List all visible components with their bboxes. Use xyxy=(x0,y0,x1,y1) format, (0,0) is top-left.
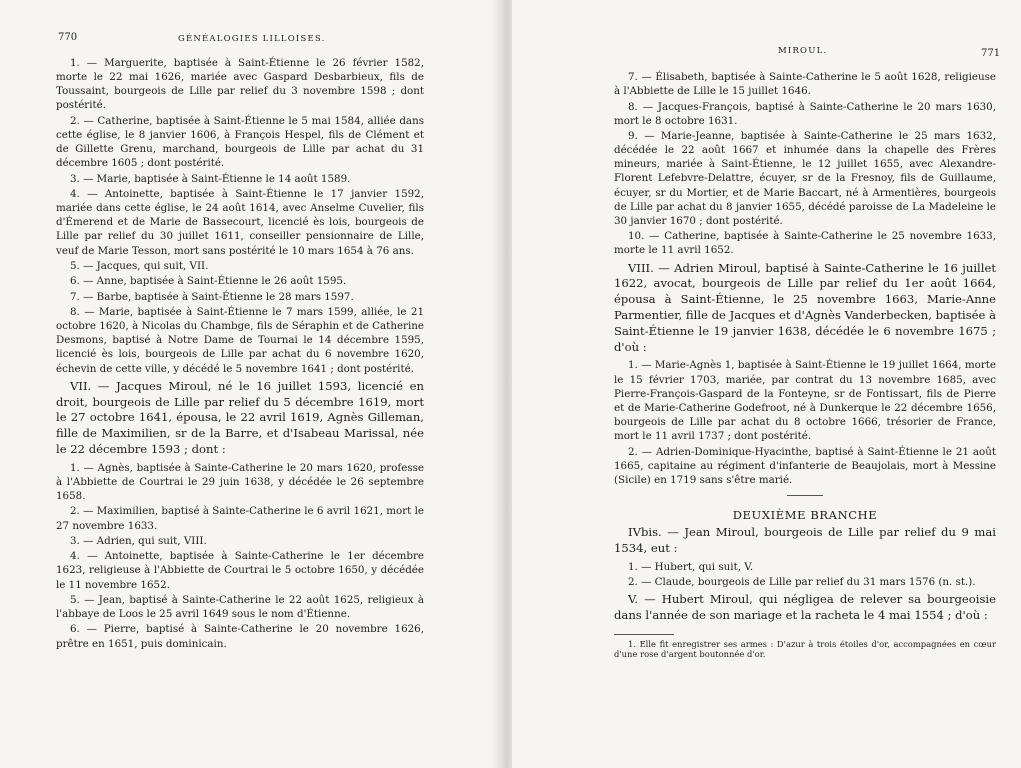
entry-paragraph: 1. — Agnès, baptisée à Sainte-Catherine le 20 mars 1620, professe à l'Abbiette de Courtrai le 29 juin 1638, y décédée le 26 septembre 1658. xyxy=(56,461,424,503)
entry-paragraph: 7. — Élisabeth, baptisée à Sainte-Catherine le 5 août 1628, religieuse à l'Abbiette de Lille le 15 juillet 1646. xyxy=(614,71,996,98)
left-page-text xyxy=(56,56,424,652)
entry-paragraph: 7. — Barbe, baptisée à Saint-Étienne le 28 mars 1597. xyxy=(70,290,354,303)
footnote-divider xyxy=(614,634,674,635)
generation-paragraph: IVbis. — Jean Miroul, bourgeois de Lille par relief du 9 mai 1534, eut : xyxy=(614,525,996,555)
entry-paragraph: 8. — Jacques-François, baptisé à Sainte-Catherine le 20 mars 1630, mort le 8 octobre 1631. xyxy=(614,100,996,127)
entry-paragraph: 1. — Marguerite, baptisée à Saint-Étienne le 26 février 1582, morte le 22 mai 1626, mariée avec Gaspard Desbarbieux, fils de Toussaint, bourgeois de Lille par relief du 3 novembre 1598 ; dont postérité. xyxy=(56,57,424,112)
generation-paragraph: V. — Hubert Miroul, qui négligea de relever sa bourgeoisie dans l'année de son mariage et la racheta le 4 mai 1554 ; d'où : xyxy=(614,592,996,623)
entry-paragraph: 3. — Adrien, qui suit, VIII. xyxy=(70,534,207,547)
entry-paragraph: 4. — Antoinette, baptisée à Saint-Étienne le 17 janvier 1592, mariée dans cette église, le 24 août 1614, avec Anselme Cuvelier, fils d'Émerend et de Marie de Bassecourt, licencié ès lois, bourgeois de Lille par relief du 30 juillet 1611, conseiller pensionnaire de Lille, veuf de Marie Tesson, mort sans postérité le 10 mars 1654 à 76 ans. xyxy=(56,187,424,257)
entry-paragraph: 2. — Catherine, baptisée à Saint-Étienne le 5 mai 1584, alliée dans cette église, le 8 janvier 1606, à François Hespel, fils de Clément et de Gillette Grenu, marchand, bourgeois de Lille par achat du 31 décembre 1605 ; dont postérité. xyxy=(56,114,424,170)
footnote: 1. Elle fit enregistrer ses armes : D'azur à trois étoiles d'or, accompagnées en cœur d'une rose d'argent boutonnée d'or. xyxy=(614,638,996,660)
entry-paragraph: 3. — Marie, baptisée à Saint-Étienne le 14 août 1589. xyxy=(70,172,351,185)
left-page xyxy=(0,0,498,768)
right-page-bottom-block xyxy=(614,525,996,624)
entry-paragraph: 9. — Marie-Jeanne, baptisée à Sainte-Catherine le 25 mars 1632, décédée le 22 août 1667 et inhumée dans la chapelle des Frères mineurs, mariée à Saint-Étienne, le 12 juillet 1655, avec Alexandre-Florent Lefebvre-Delattre, écuyer, sr de la Fresnoy, fils de Guillaume, écuyer, sr du Mortier, et de Marie Baccart, né à Armentières, bourgeois de Lille par achat du 8 janvier 1655, décédé paroisse de La Madeleine le 30 janvier 1670 ; dont postérité. xyxy=(614,130,996,227)
entry-paragraph: 10. — Catherine, baptisée à Sainte-Catherine le 25 novembre 1633, morte le 11 avril 1652. xyxy=(614,230,996,257)
entry-paragraph: 4. — Antoinette, baptisée à Sainte-Catherine le 1er décembre 1623, religieuse à l'Abbiette de Courtrai le 5 octobre 1650, y décédée le 11 novembre 1652. xyxy=(56,550,424,591)
entry-paragraph: 6. — Anne, baptisée à Saint-Étienne le 26 août 1595. xyxy=(70,275,347,288)
right-page-top-block xyxy=(614,70,996,487)
entry-paragraph: 1. — Marie-Agnès 1, baptisée à Saint-Étienne le 19 juillet 1664, morte le 15 février 1703, mariée, par contrat du 13 novembre 1685, avec Pierre-François-Gaspard de la Fonteyne, sr de Fontissart, fils de Pierre et de Marie-Catherine Godefroot, né à Dunkerque le 22 décembre 1656, bourgeois de Lille par achat du 8 octobre 1666, trésorier de France, mort le 11 avril 1737 ; dont postérité. xyxy=(614,359,996,443)
entry-paragraph: 8. — Marie, baptisée à Saint-Étienne le 7 mars 1599, alliée, le 21 octobre 1620, à Nicolas du Chambge, fils de Séraphin et de Catherine Desmons, baptisé à Notre Dame de Tournai le 14 décembre 1595, licencié ès lois, bourgeois de Lille par achat du 6 novembre 1620, échevin de cette ville, y décédé le 5 novembre 1641 ; dont postérité. xyxy=(56,305,424,375)
running-head-left: GÉNÉALOGIES LILLOISES. xyxy=(178,34,326,44)
page-number-right: 771 xyxy=(981,48,1001,59)
generation-paragraph: VIII. — Adrien Miroul, baptisé à Sainte-Catherine le 16 juillet 1622, avocat, bourgeois de Lille par relief du 1er août 1664, épousa à Saint-Étienne, le 25 novembre 1663, Marie-Anne Parmentier, fille de Jacques et d'Agnès Vanderbecken, baptisée à Saint-Étienne le 19 janvier 1638, décédée le 6 novembre 1675 ; d'où : xyxy=(614,260,996,354)
entry-paragraph: 5. — Jacques, qui suit, VII. xyxy=(70,259,209,272)
section-heading: DEUXIÈME BRANCHE xyxy=(732,507,878,522)
entry-paragraph: 5. — Jean, baptisé à Sainte-Catherine le 22 août 1625, religieux à l'abbaye de Loos le 25 avril 1649 sous le nom d'Étienne. xyxy=(56,593,424,621)
entry-paragraph: 2. — Claude, bourgeois de Lille par relief du 31 mars 1576 (n. st.). xyxy=(628,576,976,589)
section-divider xyxy=(787,495,823,496)
entry-paragraph: 2. — Adrien-Dominique-Hyacinthe, baptisé à Saint-Étienne le 21 août 1665, capitaine au régiment d'infanterie de Beaujolais, mort à Messine (Sicile) en 1719 sans s'être marié. xyxy=(614,445,996,486)
entry-paragraph: 6. — Pierre, baptisé à Sainte-Catherine le 20 novembre 1626, prêtre en 1651, puis dominicain. xyxy=(56,623,424,650)
entry-paragraph: 2. — Maximilien, baptisé à Sainte-Catherine le 6 avril 1621, mort le 27 novembre 1633. xyxy=(56,505,424,532)
page-number-left: 770 xyxy=(58,32,78,43)
right-page-text xyxy=(614,70,996,661)
entry-paragraph: 1. — Hubert, qui suit, V. xyxy=(628,560,754,573)
running-head-right: MIROUL. xyxy=(778,46,828,56)
generation-paragraph: VII. — Jacques Miroul, né le 16 juillet 1593, licencié en droit, bourgeois de Lille par relief du 5 décembre 1619, mort le 27 octobre 1641, épousa, le 22 avril 1619, Agnès Gilleman, fille de Maximilien, sr de la Barre, et d'Isabeau Marissal, née le 22 décembre 1593 ; dont : xyxy=(56,378,424,456)
right-page xyxy=(512,0,1021,768)
